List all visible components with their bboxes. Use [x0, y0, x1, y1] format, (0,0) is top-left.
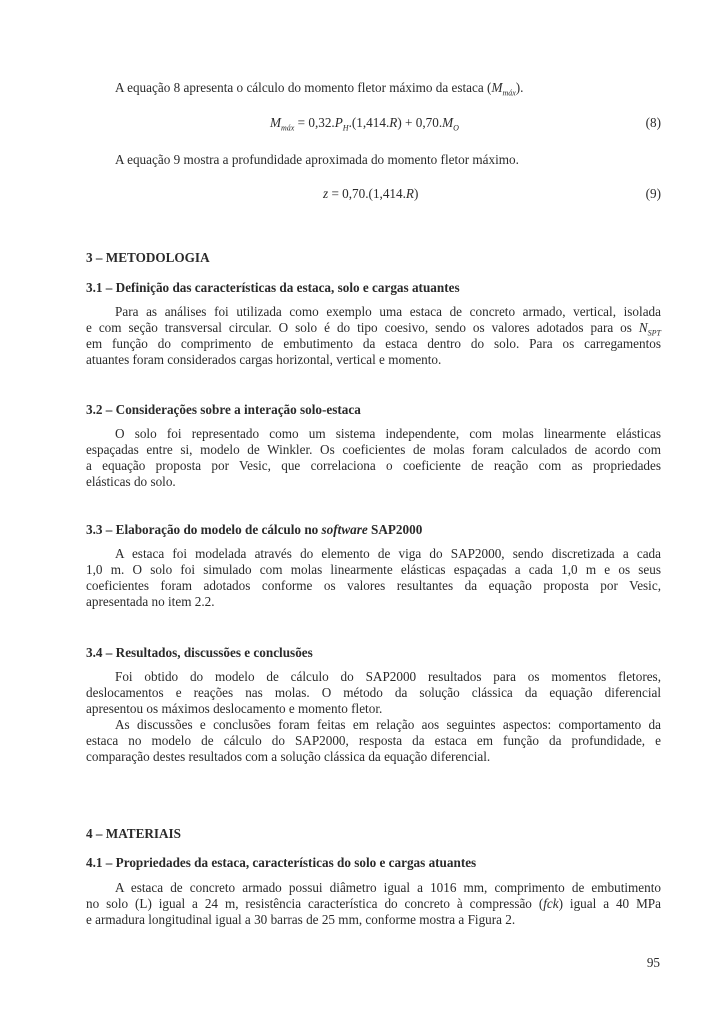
eq8-r: R: [389, 115, 398, 130]
equation-8-number: (8): [645, 115, 661, 130]
section-3-3-heading: [86, 522, 422, 538]
s34-p1-line-1: Foi obtido do modelo de cálculo do SAP2000 resultados para os momentos fletores,: [115, 669, 661, 684]
fck-symbol: fck: [543, 896, 559, 911]
s34-p2-line-3: comparação destes resultados com a solução clássica da equação diferencial.: [86, 749, 491, 764]
s31-line-1: Para as análises foi utilizada como exemplo uma estaca de concreto armado, vertical, isolada: [115, 304, 661, 319]
s33-line-4: apresentada no item 2.2.: [86, 594, 215, 609]
paragraph-eq9-intro: A equação 9 mostra a profundidade aproximada do momento fletor máximo.: [115, 152, 519, 167]
section-3-4-heading: 3.4 – Resultados, discussões e conclusões: [86, 645, 313, 660]
eq8-mo-sub: O: [453, 123, 459, 133]
s33-title-a: 3.3 – Elaboração do modelo de cálculo no: [86, 522, 322, 537]
s33-title-c: SAP2000: [367, 522, 423, 537]
s41-line-3: e armadura longitudinal igual a 30 barras de 25 mm, conforme mostra a Figura 2.: [86, 912, 516, 927]
section-3-2-heading: 3.2 – Considerações sobre a interação solo-estaca: [86, 402, 361, 417]
eq8-rhs-b: .(1,414.: [348, 115, 390, 130]
mmax-symbol: M: [491, 80, 503, 95]
s33-title-software: software: [321, 522, 368, 537]
s31-line-3: em função do comprimento de embutimento da estaca dentro do solo. Para os carregamentos: [86, 336, 661, 351]
equation-8: [270, 114, 459, 138]
section-3-heading: 3 – METODOLOGIA: [86, 250, 210, 265]
eq8-lhs: M: [270, 115, 281, 130]
s32-line-3: a equação proposta por Vesic, que correlaciona o coeficiente de reação com as propriedades: [86, 458, 661, 473]
s32-line-2: espaçadas entre si, modelo de Winkler. Os coeficientes de molas foram calculados de acordo com: [86, 442, 661, 457]
s41-line-2: [86, 896, 661, 912]
s34-p2-line-2: estaca no modelo de cálculo do SAP2000, resposta da estaca em função da profundidade, e: [86, 733, 661, 748]
s32-line-1: O solo foi representado como um sistema independente, com molas linearmente elásticas: [115, 426, 661, 441]
eq9-r: R: [405, 186, 414, 201]
eq8-ph-sub: H: [342, 123, 349, 133]
s33-line-3: coeficientes foram adotados conforme os valores resultantes da equação proposta por Vesic,: [86, 578, 661, 593]
eq8-ph: P: [334, 115, 343, 130]
s31-line-4: atuantes foram considerados cargas horizontal, vertical e momento.: [86, 352, 442, 367]
eq8-intro-end: ).: [515, 80, 524, 95]
s41-line-2-b: ) igual a 40 MPa: [558, 896, 661, 911]
eq9-rhs-a: = 0,70.(1,414.: [328, 186, 406, 201]
s32-line-4: elásticas do solo.: [86, 474, 176, 489]
s33-line-2: 1,0 m. O solo foi simulado com molas linearmente elásticas espaçadas a cada 1,0 m e os seus: [86, 562, 661, 577]
s34-p1-line-2: deslocamentos e reações nas molas. O método da solução clássica da equação diferencial: [86, 685, 661, 700]
s33-line-1: A estaca foi modelada através do elemento de viga do SAP2000, sendo discretizada a cada: [115, 546, 661, 561]
section-4-1-heading: 4.1 – Propriedades da estaca, características do solo e cargas atuantes: [86, 855, 477, 870]
eq8-intro-text: A equação 8 apresenta o cálculo do momento fletor máximo da estaca (: [115, 80, 492, 95]
equation-9-number: (9): [645, 186, 661, 201]
eq9-z: z: [323, 186, 329, 201]
nspt-symbol: N: [638, 320, 648, 335]
eq9-rhs-b: ): [413, 186, 419, 201]
eq8-lhs-sub: máx: [281, 123, 295, 133]
eq8-rhs-c: ) + 0,70.: [397, 115, 443, 130]
s34-p1-line-3: apresentou os máximos deslocamento e momento fletor.: [86, 701, 383, 716]
eq8-rhs-a: = 0,32.: [294, 115, 335, 130]
mmax-subscript: máx: [502, 88, 516, 98]
paragraph-eq8-intro: [115, 80, 523, 102]
section-3-1-heading: 3.1 – Definição das características da estaca, solo e cargas atuantes: [86, 280, 460, 295]
equation-9: [323, 185, 418, 203]
s34-p2-line-1: As discussões e conclusões foram feitas em relação aos seguintes aspectos: comportamento da: [115, 717, 661, 732]
s41-line-1: A estaca de concreto armado possui diâmetro igual a 1016 mm, comprimento de embutimento: [115, 880, 661, 895]
section-4-heading: 4 – MATERIAIS: [86, 826, 182, 841]
page-number: 95: [646, 955, 660, 970]
s31-line-2-text: e com seção transversal circular. O solo é do tipo coesivo, sendo os valores adotados para os: [86, 320, 639, 335]
s41-line-2-a: no solo (L) igual a 24 m, resistência característica do concreto à compressão (: [86, 896, 544, 911]
nspt-subscript: SPT: [647, 328, 661, 338]
eq8-mo: M: [442, 115, 454, 130]
